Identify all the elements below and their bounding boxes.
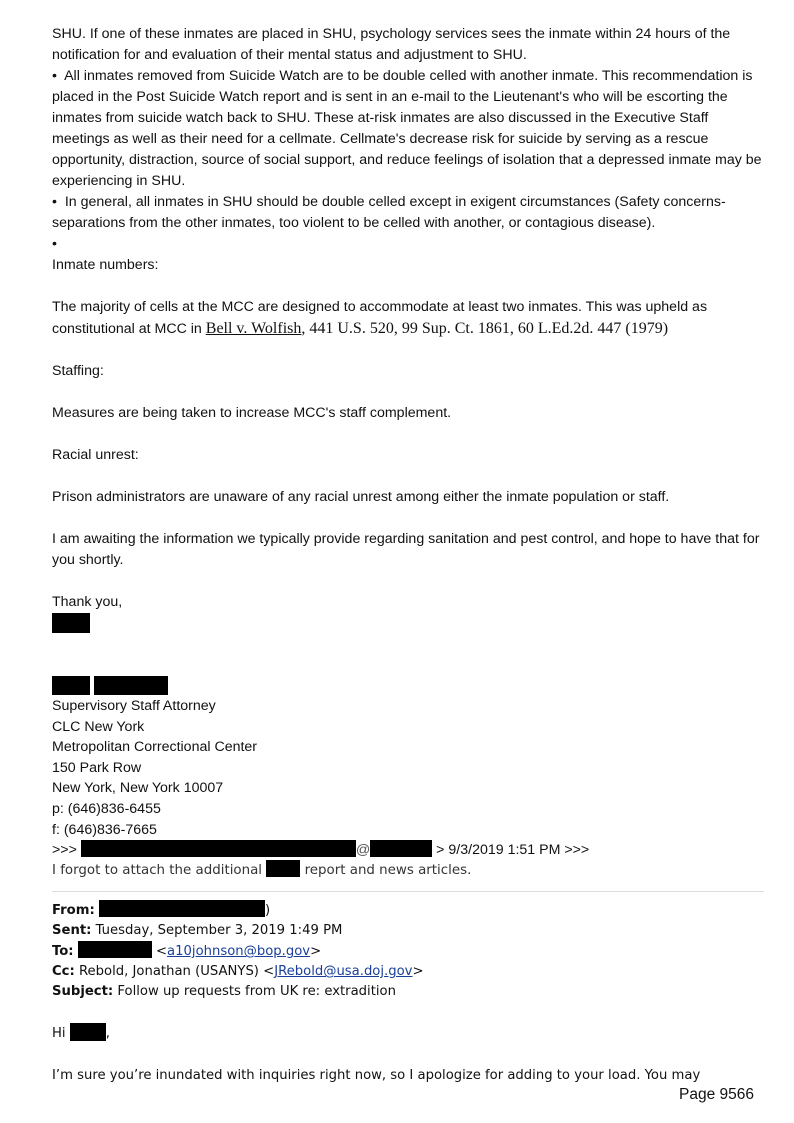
redaction-block — [370, 840, 432, 857]
heading-racial-unrest: Racial unrest: — [52, 447, 139, 463]
cc-gt: > — [412, 964, 424, 980]
bullet-text: All inmates removed from Suicide Watch are to be double celled with another inmate. This recommendation is placed in the Post Suicide Watch report and is sent in an e-mail to the Lieutenant's who will be escorting the inmates from suicide watch back to SHU. These at-risk inmates are also discussed in the Executive Staff meetings as well as their need for a cellmate. Cellmate's decrease risk for suicide by serving as a rescue opportunity, distraction, source of social support, and reduce feelings of isolation that a depressed inmate may be experiencing in SHU. — [52, 68, 762, 189]
bullet-double-celled — [52, 192, 764, 234]
cc-name: Rebold, Jonathan (USANYS) < — [78, 964, 275, 980]
bullet-empty: • — [52, 236, 57, 252]
signature-facility: Metropolitan Correctional Center — [52, 739, 258, 756]
sent-value: Tuesday, September 3, 2019 1:49 PM — [95, 923, 343, 939]
from-close: ) — [264, 903, 271, 919]
redaction-block — [266, 860, 300, 877]
heading-inmate-numbers: Inmate numbers: — [52, 257, 159, 273]
subject-value: Follow up requests from UK re: extradition — [117, 984, 396, 1000]
header-cc — [52, 962, 764, 982]
signature-block — [52, 676, 764, 840]
forward-note — [52, 860, 764, 881]
paragraph-shu-continuation: SHU. If one of these inmates are placed in SHU, psychology services sees the inmate within 24 hours of the notification for and evaluation of their mental status and adjustment to SHU. — [52, 26, 731, 63]
paragraph-staffing: Measures are being taken to increase MCC's staff complement. — [52, 405, 452, 421]
redaction-block — [52, 676, 764, 696]
signature-title: Supervisory Staff Attorney — [52, 698, 216, 714]
bullet-text: In general, all inmates in SHU should be double celled except in exigent circumstances (Safety concerns- separations from the other inmates, too violent to be celled with another, or contagious disease). — [52, 194, 726, 231]
to-email-link[interactable]: a10johnson@bop.gov — [167, 944, 311, 960]
forward-line — [52, 840, 764, 860]
forward-prefix: >>> — [52, 842, 77, 859]
case-citation: , 441 U.S. 520, 99 Sup. Ct. 1861, 60 L.Ed.2d. 447 (1979) — [301, 320, 669, 337]
bullet-dot: • — [52, 194, 57, 210]
to-gt: > — [310, 944, 322, 960]
paragraph-inmate-numbers — [52, 297, 764, 340]
signature-phone: p: (646)836-6455 — [52, 800, 161, 817]
greeting-text: Hi — [52, 1026, 66, 1042]
message-greeting — [52, 1023, 764, 1044]
to-lt: < — [155, 944, 168, 960]
redaction-block — [52, 613, 764, 634]
numbers-text: The majority of cells at the MCC are designed to accommodate at least two inmates. This was upheld as constitutional at MCC in — [52, 299, 708, 337]
redaction-block — [81, 840, 356, 857]
bullet-suicide-watch — [52, 66, 764, 192]
cc-email-link[interactable]: JRebold@usa.doj.gov — [274, 964, 413, 980]
bullet-dot: • — [52, 68, 57, 84]
paragraph-awaiting: I am awaiting the information we typically provide regarding sanitation and pest control, and hope to have that for you shortly. — [52, 531, 760, 568]
header-from — [52, 900, 764, 921]
forward-note-a: I forgot to attach the additional — [52, 863, 263, 879]
page-number: Page 9566 — [679, 1086, 754, 1103]
case-name: Bell v. Wolfish — [205, 320, 302, 337]
header-to — [52, 941, 764, 962]
email-header — [52, 900, 764, 1002]
cc-label: Cc: — [52, 964, 75, 980]
to-label: To: — [52, 944, 74, 960]
paragraph-racial-unrest: Prison administrators are unaware of any racial unrest among either the inmate population or staff. — [52, 489, 670, 505]
message-paragraph: I’m sure you’re inundated with inquiries right now, so I apologize for adding to your load. You may — [52, 1068, 701, 1084]
signature-fax: f: (646)836-7665 — [52, 821, 157, 838]
greeting-comma: , — [105, 1026, 110, 1042]
forward-note-b: report and news articles. — [304, 863, 472, 879]
closing-thanks: Thank you, — [52, 594, 123, 610]
forward-at: @ — [355, 842, 371, 859]
forward-timestamp: > 9/3/2019 1:51 PM >>> — [436, 842, 590, 859]
header-subject — [52, 982, 764, 1002]
divider — [52, 891, 764, 892]
sent-label: Sent: — [52, 923, 92, 939]
from-label: From: — [52, 903, 95, 919]
document-page — [52, 28, 764, 1086]
header-sent — [52, 921, 764, 941]
subject-label: Subject: — [52, 984, 114, 1000]
redaction-block — [99, 900, 265, 917]
signature-city: New York, New York 10007 — [52, 780, 224, 797]
heading-staffing: Staffing: — [52, 363, 104, 379]
redaction-block — [78, 941, 152, 958]
signature-org: CLC New York — [52, 718, 145, 735]
signature-street: 150 Park Row — [52, 759, 142, 776]
redaction-block — [70, 1023, 106, 1041]
